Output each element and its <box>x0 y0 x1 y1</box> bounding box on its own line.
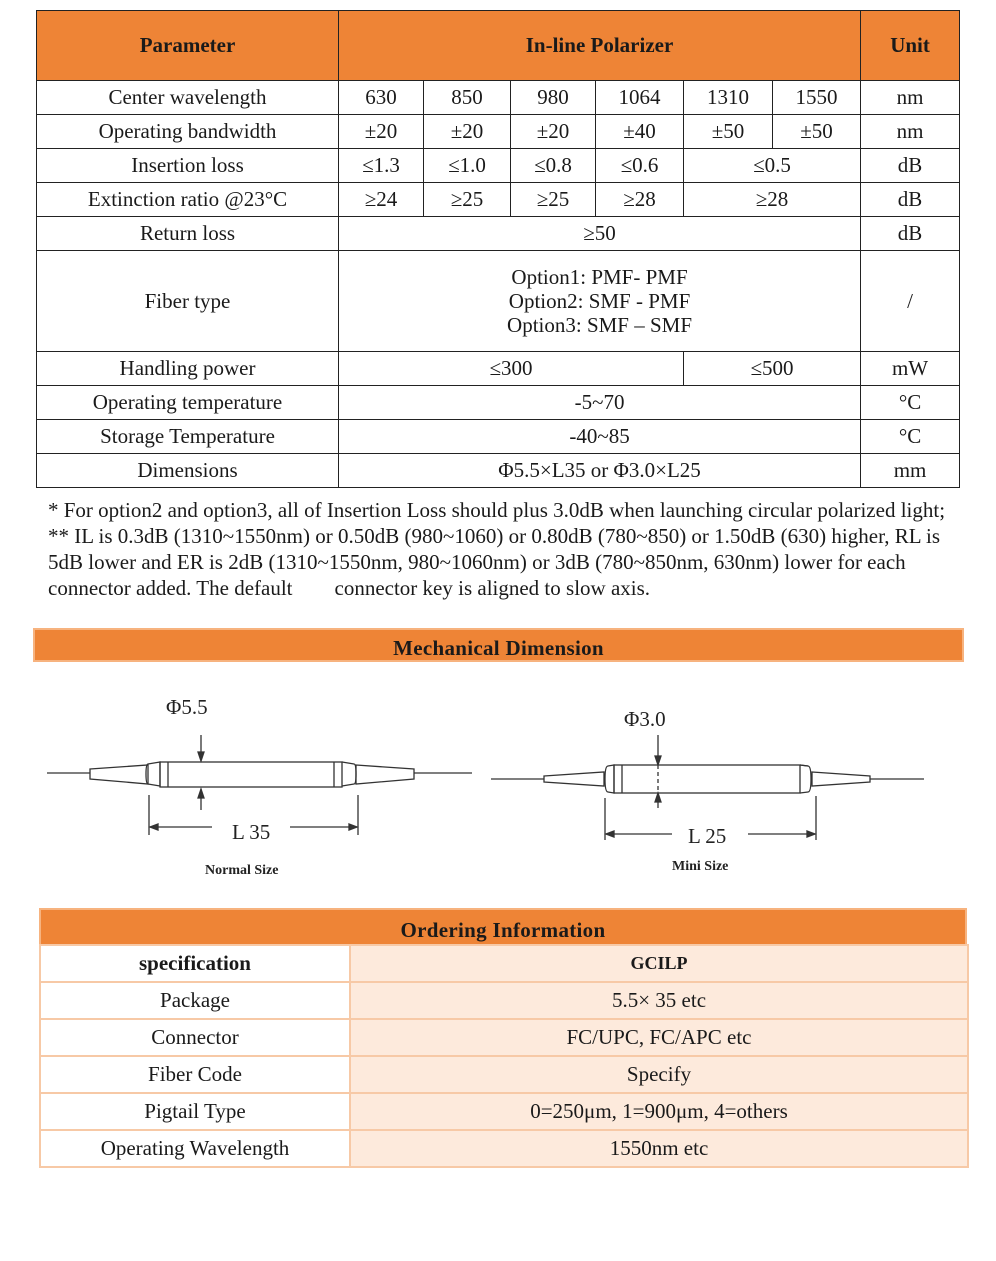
spec-table <box>36 10 960 488</box>
unit-cell: dB <box>861 217 960 251</box>
param-label: Extinction ratio @23°C <box>37 183 339 217</box>
value-cell: ±20 <box>424 115 511 149</box>
order-value: Specify <box>350 1056 968 1093</box>
mini-size-caption: Mini Size <box>672 859 729 874</box>
value-cell: ≥28 <box>596 183 684 217</box>
header-unit: Unit <box>861 11 960 81</box>
row-dimensions <box>37 454 960 488</box>
order-label: specification <box>40 945 350 982</box>
order-value: 5.5× 35 etc <box>350 982 968 1019</box>
normal-size-caption: Normal Size <box>205 863 279 878</box>
order-value: 1550nm etc <box>350 1130 968 1167</box>
tube-body <box>614 765 800 793</box>
row-center-wavelength <box>37 81 960 115</box>
order-label: Fiber Code <box>40 1056 350 1093</box>
row-operating-temperature <box>37 386 960 420</box>
value-cell: 1550 <box>773 81 861 115</box>
note-connector: ** IL is 0.3dB (1310~1550nm) or 0.50dB (980~1060) or 0.80dB (780~850) or 1.50dB (630) higher, RL is 5dB lower and ER is 2dB (1310~1550nm, 980~1060nm) or 3dB (780~850nm, 630nm) lower for each connector added. The default connector key is aligned to slow axis. <box>48 524 946 600</box>
param-label: Insertion loss <box>37 149 339 183</box>
end-cap-right <box>342 762 356 786</box>
row-bandwidth <box>37 115 960 149</box>
unit-cell: mm <box>861 454 960 488</box>
value-cell: 1064 <box>596 81 684 115</box>
unit-cell: °C <box>861 420 960 454</box>
notes <box>48 497 948 601</box>
ordering-table <box>39 944 969 1168</box>
value-cell: 630 <box>339 81 424 115</box>
boot-right <box>812 772 870 786</box>
tube-body <box>160 762 342 787</box>
row-return-loss <box>37 217 960 251</box>
end-cap-right <box>800 765 811 793</box>
value-cell: ±20 <box>339 115 424 149</box>
table-row <box>40 1056 968 1093</box>
order-value: 0=250μm, 1=900μm, 4=others <box>350 1093 968 1130</box>
table-row <box>40 1019 968 1056</box>
order-label: Operating Wavelength <box>40 1130 350 1167</box>
mechanical-drawing <box>0 680 996 890</box>
row-handling-power <box>37 352 960 386</box>
normal-size-drawing <box>47 695 472 878</box>
param-label: Center wavelength <box>37 81 339 115</box>
value-cell: 850 <box>424 81 511 115</box>
boot-right <box>356 765 414 784</box>
value-cell: -5~70 <box>339 386 861 420</box>
order-label: Connector <box>40 1019 350 1056</box>
unit-cell: nm <box>861 115 960 149</box>
value-cell: ≤0.8 <box>511 149 596 183</box>
value-cell: ≤0.6 <box>596 149 684 183</box>
value-cell: 980 <box>511 81 596 115</box>
table-row <box>40 1093 968 1130</box>
row-storage-temperature <box>37 420 960 454</box>
value-cell: ±40 <box>596 115 684 149</box>
unit-cell: nm <box>861 81 960 115</box>
param-label: Operating temperature <box>37 386 339 420</box>
table-row <box>40 1130 968 1167</box>
unit-cell: dB <box>861 183 960 217</box>
param-label: Dimensions <box>37 454 339 488</box>
table-row <box>40 945 968 982</box>
note-option-il: * For option2 and option3, all of Insertion Loss should plus 3.0dB when launching circular polarized light; <box>48 498 946 522</box>
param-label: Operating bandwidth <box>37 115 339 149</box>
end-cap-left <box>605 765 614 793</box>
normal-diameter-label: Φ5.5 <box>166 695 208 719</box>
mechanical-dimension-banner: Mechanical Dimension <box>33 628 964 662</box>
value-cell: ≤1.0 <box>424 149 511 183</box>
row-extinction-ratio <box>37 183 960 217</box>
param-label: Storage Temperature <box>37 420 339 454</box>
row-insertion-loss <box>37 149 960 183</box>
mini-size-drawing <box>491 707 924 874</box>
fiber-option: Option3: SMF – SMF <box>507 313 693 338</box>
ordering-section <box>39 908 967 1168</box>
value-cell: ≤0.5 <box>684 149 861 183</box>
value-cell: ±50 <box>773 115 861 149</box>
header-parameter: Parameter <box>37 11 339 81</box>
unit-cell: mW <box>861 352 960 386</box>
value-cell: ≥25 <box>511 183 596 217</box>
value-cell: ≥50 <box>339 217 861 251</box>
order-label: Package <box>40 982 350 1019</box>
value-cell: ±50 <box>684 115 773 149</box>
table-row <box>40 982 968 1019</box>
param-label: Fiber type <box>37 251 339 352</box>
order-label: Pigtail Type <box>40 1093 350 1130</box>
value-cell: ≤500 <box>684 352 861 386</box>
fiber-option: Option1: PMF- PMF <box>511 264 688 289</box>
fiber-option: Option2: SMF - PMF <box>508 288 691 313</box>
value-cell: ≥28 <box>684 183 861 217</box>
value-cell: -40~85 <box>339 420 861 454</box>
order-value: GCILP <box>350 945 968 982</box>
value-cell: ≥25 <box>424 183 511 217</box>
boot-left <box>544 772 604 786</box>
param-label: Return loss <box>37 217 339 251</box>
value-cell: ≥24 <box>339 183 424 217</box>
row-fiber-type <box>37 251 960 352</box>
header-product: In-line Polarizer <box>339 11 861 81</box>
boot-left <box>90 765 148 784</box>
value-cell: Φ5.5×L35 or Φ3.0×L25 <box>339 454 861 488</box>
value-cell: ±20 <box>511 115 596 149</box>
unit-cell: dB <box>861 149 960 183</box>
unit-cell: / <box>861 251 960 352</box>
normal-length-label: L 35 <box>232 820 271 844</box>
value-cell: ≤300 <box>339 352 684 386</box>
value-cell: ≤1.3 <box>339 149 424 183</box>
mini-diameter-label: Φ3.0 <box>624 707 666 731</box>
order-value: FC/UPC, FC/APC etc <box>350 1019 968 1056</box>
param-label: Handling power <box>37 352 339 386</box>
mini-length-label: L 25 <box>688 824 727 848</box>
value-cell: 1310 <box>684 81 773 115</box>
fiber-options-cell <box>339 251 861 352</box>
spec-header-row <box>37 11 960 81</box>
ordering-information-banner: Ordering Information <box>39 908 967 944</box>
unit-cell: °C <box>861 386 960 420</box>
